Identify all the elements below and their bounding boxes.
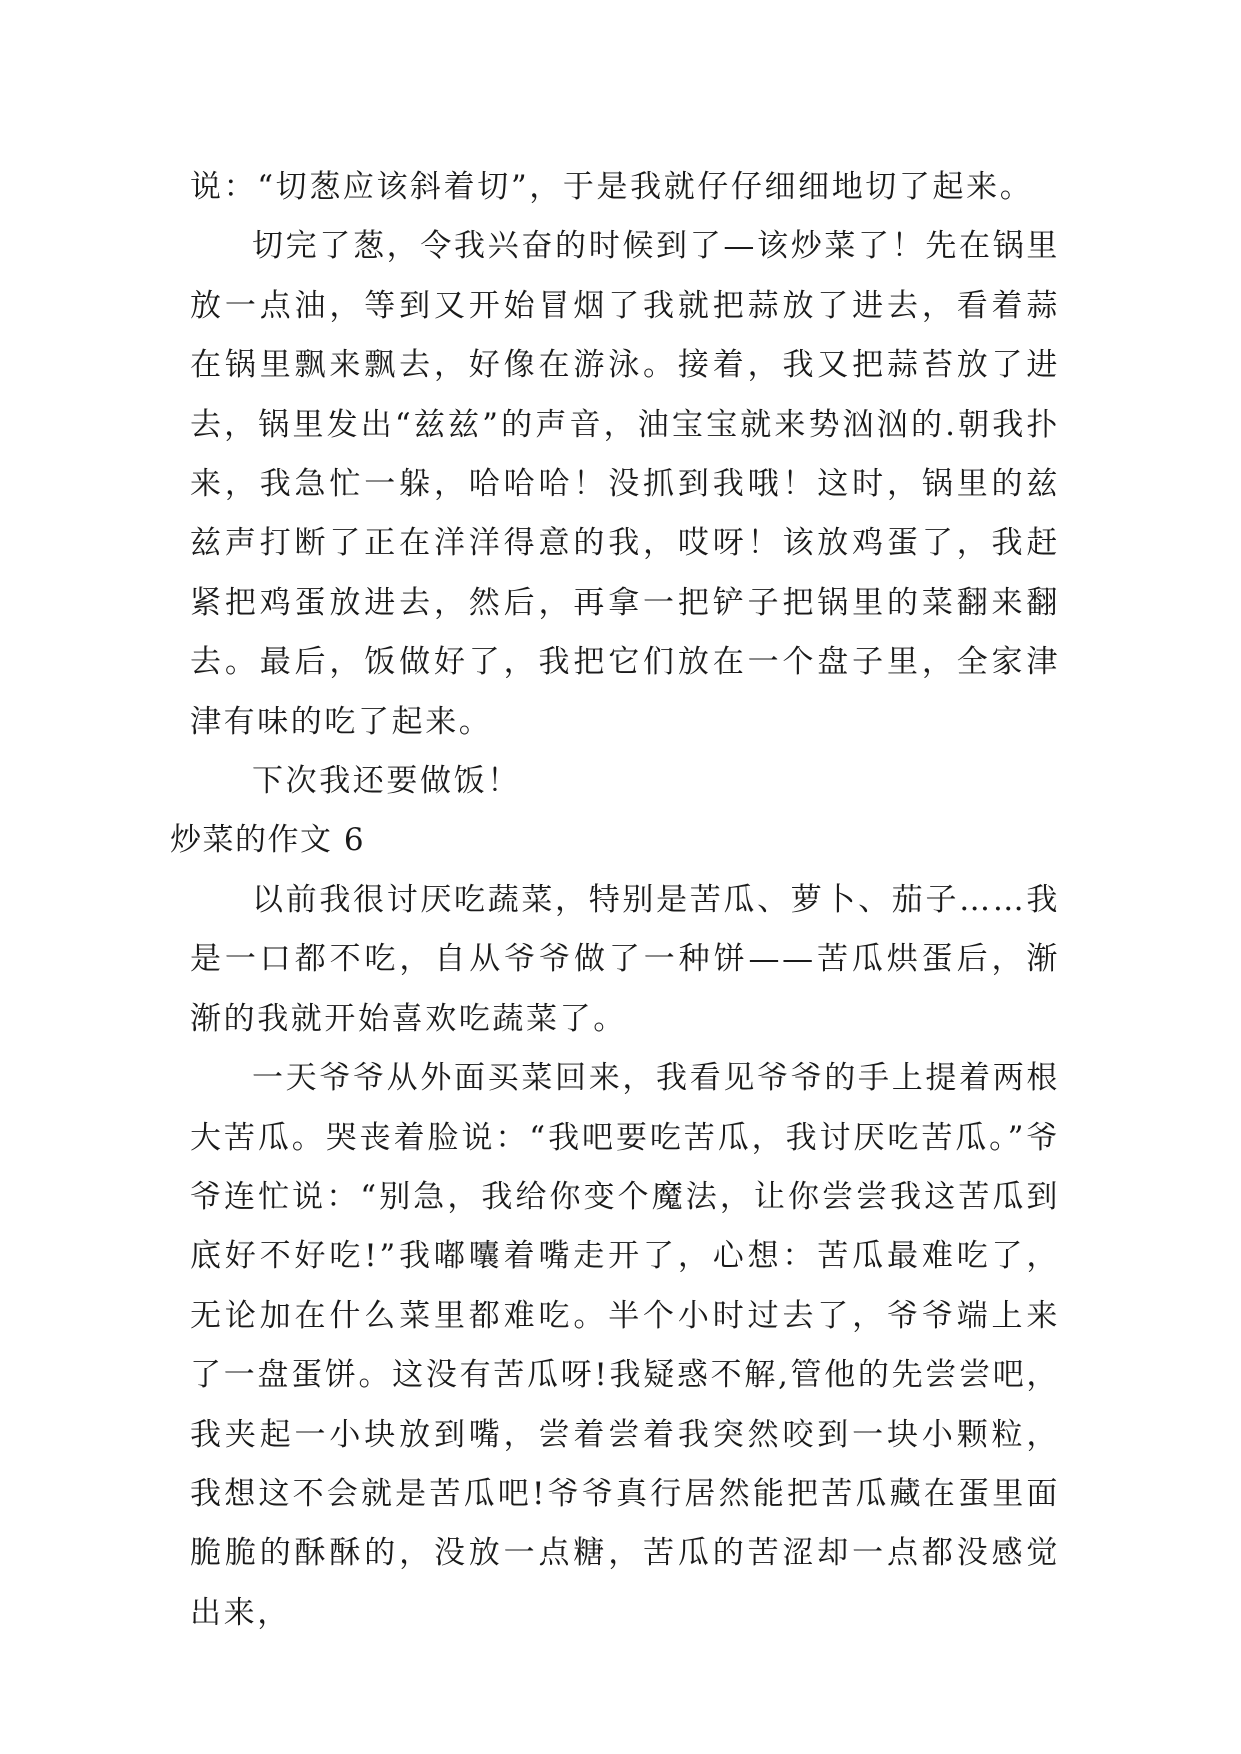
paragraph-3: 下次我还要做饭！ [252,763,521,800]
paragraph-5: 一天爷爷从外面买菜回来，我看见爷爷的手上提着两根大苦瓜。哭丧着脸说：“我吧要吃苦瓜，我讨厌吃苦瓜。”爷爷连忙说：“别急，我给你变个魔法，让你尝尝我这苦瓜到底好不好吃!”我嘟囔着嘴走开了，心想：苦瓜最难吃了，无论加在什么菜里都难吃。半个小时过去了，爷爷端上来了一盘蛋饼。这没有苦瓜呀!我疑惑不解,管他的先尝尝吧，我夹起一小块放到嘴，尝着尝着我突然咬到一块小颗粒，我想这不会就是苦瓜吧!爷爷真行居然能把苦瓜藏在蛋里面脆脆的酥酥的，没放一点糖，苦瓜的苦涩却一点都没感觉出来， [190,1060,1060,1631]
paragraph-2: 切完了葱，令我兴奋的时候到了—该炒菜了！先在锅里放一点油，等到又开始冒烟了我就把蒜放了进去，看着蒜在锅里飘来飘去，好像在游泳。接着，我又把蒜苔放了进去，锅里发出“兹兹”的声音，油宝宝就来势汹汹的.朝我扑来，我急忙一躲，哈哈哈！没抓到我哦！这时，锅里的兹兹声打断了正在洋洋得意的我，哎呀！该放鸡蛋了，我赶紧把鸡蛋放进去，然后，再拿一把铲子把锅里的菜翻来翻去。最后，饭做好了，我把它们放在一个盘子里，全家津津有味的吃了起来。 [190,228,1060,740]
paragraph-1: 说：“切葱应该斜着切”，于是我就仔仔细细地切了起来。 [190,169,1034,205]
section-heading: 炒菜的作文 6 [170,822,366,859]
document-body [170,158,1060,1643]
paragraph-4: 以前我很讨厌吃蔬菜，特别是苦瓜、萝卜、茄子……我是一口都不吃，自从爷爷做了一种饼——苦瓜烘蛋后，渐渐的我就开始喜欢吃蔬菜了。 [190,881,1060,1037]
